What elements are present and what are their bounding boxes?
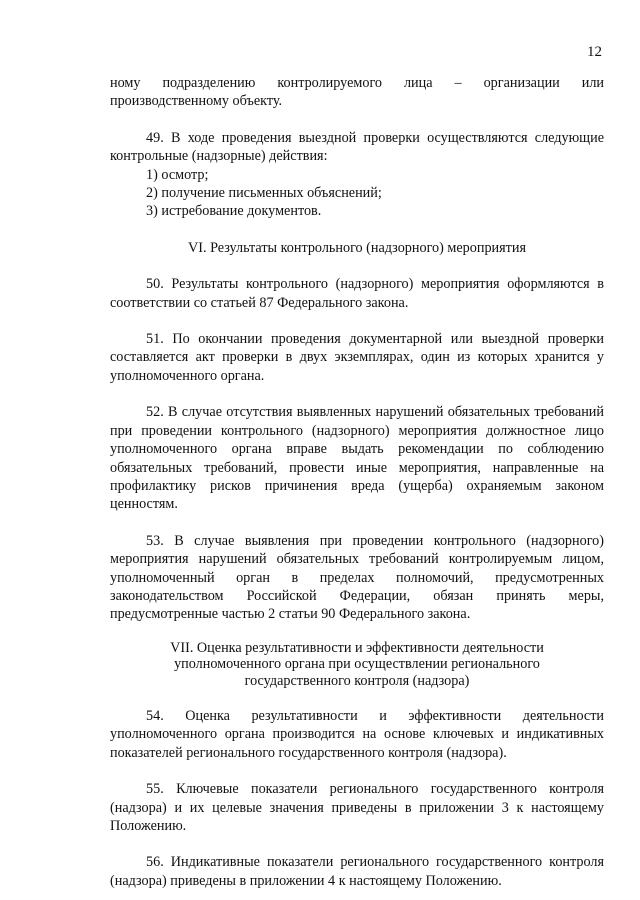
paragraph-55: 55. Ключевые показатели регионального государственного контроля (надзора) и их целевые значения приведены в приложении 3 к настоящему Положению. [110,781,604,834]
continuation-paragraph: ному подразделению контролируемого лица – организации или производственному объекту. [110,75,604,110]
paragraph-53: 53. В случае выявления при проведении контрольного (надзорного) мероприятия нарушений обязательных требований контролируемым лицом, уполномоченный орган в пределах полномочий, предусмотренных законодательством Российской Федерации, обязан принять меры, предусмотренные частью 2 статьи 90 Федерального закона. [110,532,604,623]
list-item-inspection: 1) осмотр; [146,166,209,183]
page-number: 12 [587,44,602,60]
paragraph-52: 52. В случае отсутствия выявленных нарушений обязательных требований при проведении контрольного (надзорного) мероприятия должностное лицо уполномоченного органа вправе выдать рекомендации по соблюдению обязательных требований, провести иные мероприятия, направленные на профилактику рисков причинения вреда (ущерба) охраняемым законом ценностям. [110,404,604,513]
section-7-heading-line: государственного контроля (надзора) [244,672,470,689]
section-7-heading [110,640,604,689]
section-6-heading: VI. Результаты контрольного (надзорного) мероприятия [188,239,526,256]
paragraph-56: 56. Индикативные показатели регионального государственного контроля (надзора) приведены в приложении 4 к настоящему Положению. [110,854,604,889]
paragraph-54: 54. Оценка результативности и эффективности деятельности уполномоченного органа производится на основе ключевых и индикативных показателей регионального государственного контроля (надзора). [110,707,604,761]
section-7-heading-line: уполномоченного органа при осуществлении регионального [174,656,540,673]
list-item-documents: 3) истребование документов. [146,203,322,220]
paragraph-51: 51. По окончании проведения документарной или выездной проверки составляется акт проверки в двух экземплярах, один из которых хранится у уполномоченного органа. [110,331,604,384]
list-item-explanations: 2) получение письменных объяснений; [146,185,382,202]
paragraph-50: 50. Результаты контрольного (надзорного) мероприятия оформляются в соответствии со статьей 87 Федерального закона. [110,276,604,311]
paragraph-49: 49. В ходе проведения выездной проверки осуществляются следующие контрольные (надзорные) действия: [110,129,604,165]
document-body [110,74,604,890]
section-7-heading-line: VII. Оценка результативности и эффективности деятельности [170,639,544,656]
